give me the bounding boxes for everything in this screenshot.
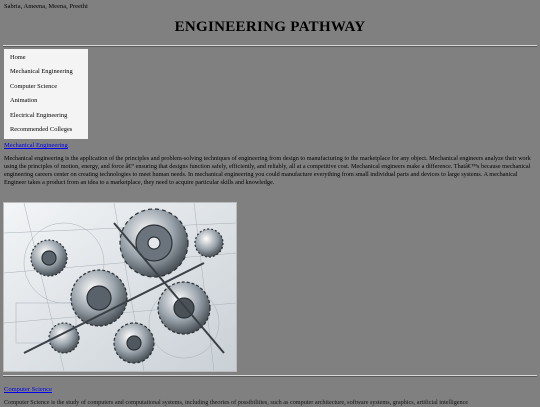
- mechanical-engineering-link[interactable]: Mechanical Engineering: [4, 142, 68, 149]
- divider: [3, 375, 537, 377]
- nav-item-recommended-colleges[interactable]: Recommended Colleges: [10, 125, 73, 133]
- divider: [3, 45, 537, 47]
- nav-item-computer-science[interactable]: Computer Science: [10, 82, 58, 90]
- gears-blueprint-image: [3, 202, 237, 372]
- nav-menu: [4, 49, 88, 139]
- mechanical-engineering-text: Mechanical engineering is the application of the principles and problem-solving techniques of engineering from design to manufacturing to the marketplace for any object. Mechanical engineers analyze their work using the principles of motion, energy, and force â€“ ensuring that designs function safely, efficiently, and reliably, all at a competitive cost. Mechanical engineers make a difference. Thatâ€™s because mechanical engineering careers center on creating technologies to meet human needs. In mechanical engineering you could manufacture everything from small individual parts and devices to large systems. A mechanical Engineer takes a product from an idea to a marketplace, they need to acquire particular skills and knowledge.: [4, 155, 531, 187]
- computer-science-text: Computer Science is the study of computers and computational systems, including theories of possibilities, such as computer architecture, software systems, graphics, artificial intelligence: [4, 399, 469, 406]
- page-title: ENGINEERING PATHWAY: [174, 19, 366, 35]
- nav-item-home[interactable]: Home: [10, 54, 26, 61]
- nav-item-animation[interactable]: Animation: [10, 97, 38, 105]
- nav-item-mechanical-engineering[interactable]: Mechanical Engineering: [10, 68, 73, 76]
- computer-science-link[interactable]: Computer Science: [4, 386, 52, 393]
- authors-line: Sabria, Ameena, Meena, Preethi: [4, 3, 88, 10]
- nav-item-electrical-engineering[interactable]: Electrical Engineering: [10, 111, 68, 119]
